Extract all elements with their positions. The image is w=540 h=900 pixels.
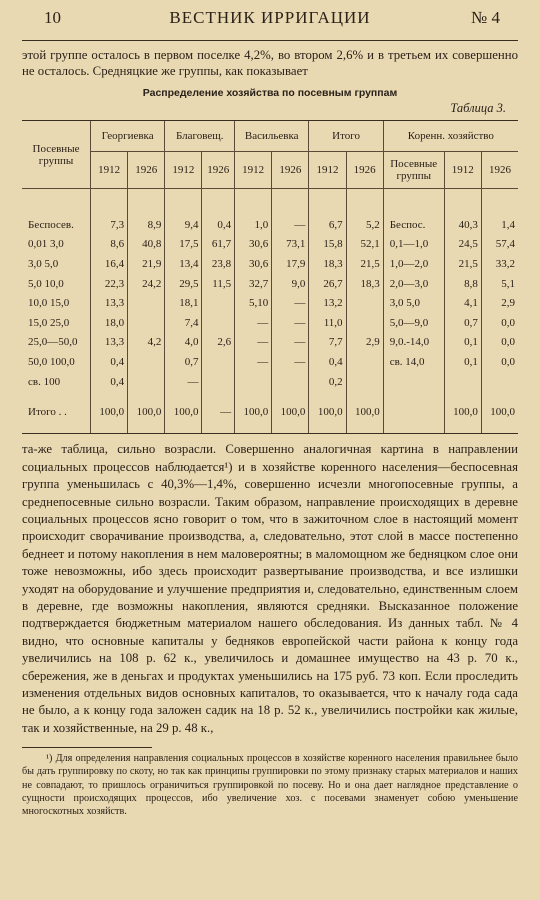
row-value xyxy=(272,372,309,392)
empty-cell xyxy=(444,189,481,216)
empty-cell xyxy=(235,189,272,216)
empty-cell xyxy=(128,189,165,216)
row-value: 11,5 xyxy=(202,274,235,294)
row-native-group: 0,1—1,0 xyxy=(383,235,444,255)
row-value: 18,0 xyxy=(91,313,128,333)
row-value: 2,6 xyxy=(202,333,235,353)
body-text: та-же таблица, сильно возрасли. Совершенно аналогичная картина в направлении социальных процессов наблюдается¹) и в хозяйстве коренного населения—беспосевная группа уменьшилась с 40,3%—1,4%, совершенно исчезли многопосевные группы, а среднепосевные сильно возрасли. Таким образом, направление происходящих в деревне социальных процессов ясно говорит о том, что в зажиточном слое в настоящий момент происходит сворачивание производства, а, следовательно, этот слой в массе постепенно беднеет и потому накопления в нем маловероятны; в маломощном же бедняцком слое они тоже невозможны, ибо здесь происходит развертывание производства, и все излишки уходят на оборудование и улучшение предприятия и, следовательно, единственным слоем в деревне, где возможны накопления, являются средняки. Высказанное положение подтверждается бюджетным материалом нашего обследования. Из данных табл. № 4 видно, что основные капиталы у бедняков европейской части района к концу года увеличились на 108 р. 62 к., увеличилось и домашнее имущество на 43 р. 70 к., сбережения, же в деньгах и продуктах уменьшились на 175 руб. 73 коп. Если проследить изменения отдельных видов основных капиталов, то оказывается, что к началу года сада не было, а к концу года заложен садик на 18 р. 52 к., увеличились постройки как жилые, так и хозяйственные, на 29 р. 48 к., xyxy=(22,442,518,735)
row-value: 100,0 xyxy=(128,391,165,434)
row-value: 23,8 xyxy=(202,254,235,274)
row-native-value: 0,1 xyxy=(444,352,481,372)
row-value: 32,7 xyxy=(235,274,272,294)
row-native-value: 0,0 xyxy=(481,352,518,372)
row-native-value: 24,5 xyxy=(444,235,481,255)
row-value: 18,3 xyxy=(346,274,383,294)
row-native-value: 4,1 xyxy=(444,293,481,313)
row-value: 9,0 xyxy=(272,274,309,294)
year-head: 1926 xyxy=(128,152,165,189)
row-native-value: 100,0 xyxy=(444,391,481,434)
table-row xyxy=(22,391,518,434)
row-value xyxy=(202,293,235,313)
row-native-group: 5,0—9,0 xyxy=(383,313,444,333)
row-value: 13,4 xyxy=(165,254,202,274)
table-row xyxy=(22,215,518,235)
row-value: — xyxy=(235,352,272,372)
row-native-group: 9,0.-14,0 xyxy=(383,333,444,353)
row-value: 0,4 xyxy=(309,352,346,372)
row-value xyxy=(128,293,165,313)
row-native-value: 1,4 xyxy=(481,215,518,235)
row-value: 17,9 xyxy=(272,254,309,274)
row-native-group xyxy=(383,391,444,434)
row-value: 11,0 xyxy=(309,313,346,333)
body-paragraph xyxy=(22,441,518,737)
row-group-label: 50,0 100,0 xyxy=(28,355,75,368)
intro-paragraph xyxy=(22,47,518,79)
row-value: 5,10 xyxy=(235,293,272,313)
year-head: 1912 xyxy=(309,152,346,189)
row-value: 100,0 xyxy=(91,391,128,434)
table-row xyxy=(22,372,518,392)
row-value: 7,4 xyxy=(165,313,202,333)
row-value: 18,3 xyxy=(309,254,346,274)
row-value xyxy=(202,313,235,333)
row-value: 6,7 xyxy=(309,215,346,235)
year-head: 1926 xyxy=(272,152,309,189)
empty-cell xyxy=(383,189,444,216)
row-value: — xyxy=(202,391,235,434)
row-native-value: 33,2 xyxy=(481,254,518,274)
empty-cell xyxy=(309,189,346,216)
table-row xyxy=(22,235,518,255)
row-value: — xyxy=(235,313,272,333)
row-native-value: 0,1 xyxy=(444,333,481,353)
row-value: 26,7 xyxy=(309,274,346,294)
row-group-label: 0,01 3,0 xyxy=(28,238,64,251)
row-native-group: св. 14,0 xyxy=(383,352,444,372)
row-value: — xyxy=(165,372,202,392)
table-row xyxy=(22,293,518,313)
row-value: 52,1 xyxy=(346,235,383,255)
row-value: 4,0 xyxy=(165,333,202,353)
table-body xyxy=(22,189,518,434)
row-value: 17,5 xyxy=(165,235,202,255)
row-value xyxy=(128,372,165,392)
row-value: 7,3 xyxy=(91,215,128,235)
row-value: 16,4 xyxy=(91,254,128,274)
year-head: 1912 xyxy=(444,152,481,189)
footnote-divider xyxy=(22,747,152,748)
col-head-groups: Посевные группы xyxy=(22,121,91,189)
row-native-group xyxy=(383,372,444,392)
row-value: 0,2 xyxy=(309,372,346,392)
year-head: 1912 xyxy=(235,152,272,189)
row-value: 30,6 xyxy=(235,254,272,274)
row-value: — xyxy=(272,293,309,313)
table-spacer xyxy=(22,189,518,216)
row-native-group: Беспос. xyxy=(383,215,444,235)
row-native-value xyxy=(444,372,481,392)
row-native-group: 2,0—3,0 xyxy=(383,274,444,294)
row-value: 24,2 xyxy=(128,274,165,294)
row-value xyxy=(202,352,235,372)
row-value: 0,4 xyxy=(91,352,128,372)
row-value: 5,2 xyxy=(346,215,383,235)
row-value: 0,7 xyxy=(165,352,202,372)
row-value: 100,0 xyxy=(165,391,202,434)
row-native-value: 2,9 xyxy=(481,293,518,313)
row-value: — xyxy=(272,215,309,235)
row-value: 21,5 xyxy=(346,254,383,274)
col-head-georgievka: Георгиевка xyxy=(91,121,165,152)
row-value: 21,9 xyxy=(128,254,165,274)
row-native-value: 5,1 xyxy=(481,274,518,294)
row-group-label: Итого . . xyxy=(22,391,91,434)
row-value: 13,3 xyxy=(91,333,128,353)
row-value xyxy=(346,352,383,372)
table-row xyxy=(22,352,518,372)
table-row xyxy=(22,333,518,353)
empty-cell xyxy=(272,189,309,216)
row-native-value: 0,0 xyxy=(481,333,518,353)
row-value: 7,7 xyxy=(309,333,346,353)
col-head-vasilevka: Васильевка xyxy=(235,121,309,152)
row-value: 13,3 xyxy=(91,293,128,313)
distribution-table xyxy=(22,120,518,434)
row-native-value: 0,7 xyxy=(444,313,481,333)
row-group-label: 15,0 25,0 xyxy=(28,316,70,329)
table-row xyxy=(22,254,518,274)
table-label: Таблица 3. xyxy=(450,101,506,115)
row-native-value xyxy=(481,372,518,392)
row-group-label: 3,0 5,0 xyxy=(28,257,59,270)
row-value: 0,4 xyxy=(202,215,235,235)
row-group-label: 10,0 15,0 xyxy=(28,297,70,310)
row-group-label: св. 100 xyxy=(28,375,61,388)
empty-cell xyxy=(346,189,383,216)
row-value: — xyxy=(272,333,309,353)
empty-cell xyxy=(481,189,518,216)
row-value: 4,2 xyxy=(128,333,165,353)
row-value: — xyxy=(272,352,309,372)
year-head: 1926 xyxy=(481,152,518,189)
row-value: 73,1 xyxy=(272,235,309,255)
row-value: 100,0 xyxy=(272,391,309,434)
row-native-group: 1,0—2,0 xyxy=(383,254,444,274)
year-head: 1912 xyxy=(165,152,202,189)
row-group-label: 25,0—50,0 xyxy=(28,336,78,349)
row-value xyxy=(128,313,165,333)
table-row xyxy=(22,274,518,294)
row-value: 100,0 xyxy=(346,391,383,434)
row-value: 13,2 xyxy=(309,293,346,313)
row-native-value: 40,3 xyxy=(444,215,481,235)
row-value: 0,4 xyxy=(91,372,128,392)
year-head: 1926 xyxy=(202,152,235,189)
row-native-value: 8,8 xyxy=(444,274,481,294)
col-head-total: Итого xyxy=(309,121,383,152)
row-value: 40,8 xyxy=(128,235,165,255)
row-value xyxy=(346,372,383,392)
native-group-head: Посевные группы xyxy=(383,152,444,189)
year-head: 1912 xyxy=(91,152,128,189)
footnote: ¹) Для определения направления социальных процессов в хозяйстве коренного населения правильнее было бы дать группировку по скоту, но так как принципы группировки по этому признаку старых материалов и наших не совпадают, то пришлось ограничиться группировкой по посеву. Но и она дает наглядное представление о сущности происходящих процессов, ибо увеличение хоз. с посевами знаменует собою уменьшение многоскотных хозяйств. xyxy=(22,753,518,818)
table-title: Распределение хозяйства по посевным группам xyxy=(142,87,398,99)
row-value: 30,6 xyxy=(235,235,272,255)
page-number: 10 xyxy=(44,8,61,27)
journal-title: ВЕСТНИК ИРРИГАЦИИ xyxy=(169,8,371,27)
year-head: 1926 xyxy=(346,152,383,189)
row-native-value: 100,0 xyxy=(481,391,518,434)
intro-text: этой группе осталось в первом поселке 4,2%, во втором 2,6% и в третьем их совершенно не осталось. Средняцкие же группы, как показывает xyxy=(22,48,518,78)
row-value: 15,8 xyxy=(309,235,346,255)
row-value: 18,1 xyxy=(165,293,202,313)
row-native-value: 57,4 xyxy=(481,235,518,255)
row-value: 9,4 xyxy=(165,215,202,235)
table-row xyxy=(22,313,518,333)
row-value: 8,9 xyxy=(128,215,165,235)
row-value: — xyxy=(272,313,309,333)
row-value xyxy=(202,372,235,392)
row-value: 1,0 xyxy=(235,215,272,235)
row-value xyxy=(128,352,165,372)
row-value: 22,3 xyxy=(91,274,128,294)
row-value: 29,5 xyxy=(165,274,202,294)
col-head-blagoveshch: Благовещ. xyxy=(165,121,235,152)
row-native-group: 3,0 5,0 xyxy=(383,293,444,313)
row-group-label: Беспосев. xyxy=(28,218,74,231)
empty-cell xyxy=(202,189,235,216)
row-value: — xyxy=(235,333,272,353)
row-value xyxy=(346,313,383,333)
row-value xyxy=(346,293,383,313)
empty-cell xyxy=(91,189,128,216)
empty-cell xyxy=(22,189,91,216)
col-head-native: Коренн. хозяйство xyxy=(383,121,518,152)
row-native-value: 0,0 xyxy=(481,313,518,333)
row-value xyxy=(235,372,272,392)
issue-number: № 4 xyxy=(471,8,500,27)
row-value: 100,0 xyxy=(309,391,346,434)
page-header xyxy=(22,0,518,41)
row-value: 61,7 xyxy=(202,235,235,255)
row-value: 100,0 xyxy=(235,391,272,434)
empty-cell xyxy=(165,189,202,216)
row-group-label: 5,0 10,0 xyxy=(28,277,64,290)
row-value: 8,6 xyxy=(91,235,128,255)
row-value: 2,9 xyxy=(346,333,383,353)
row-native-value: 21,5 xyxy=(444,254,481,274)
